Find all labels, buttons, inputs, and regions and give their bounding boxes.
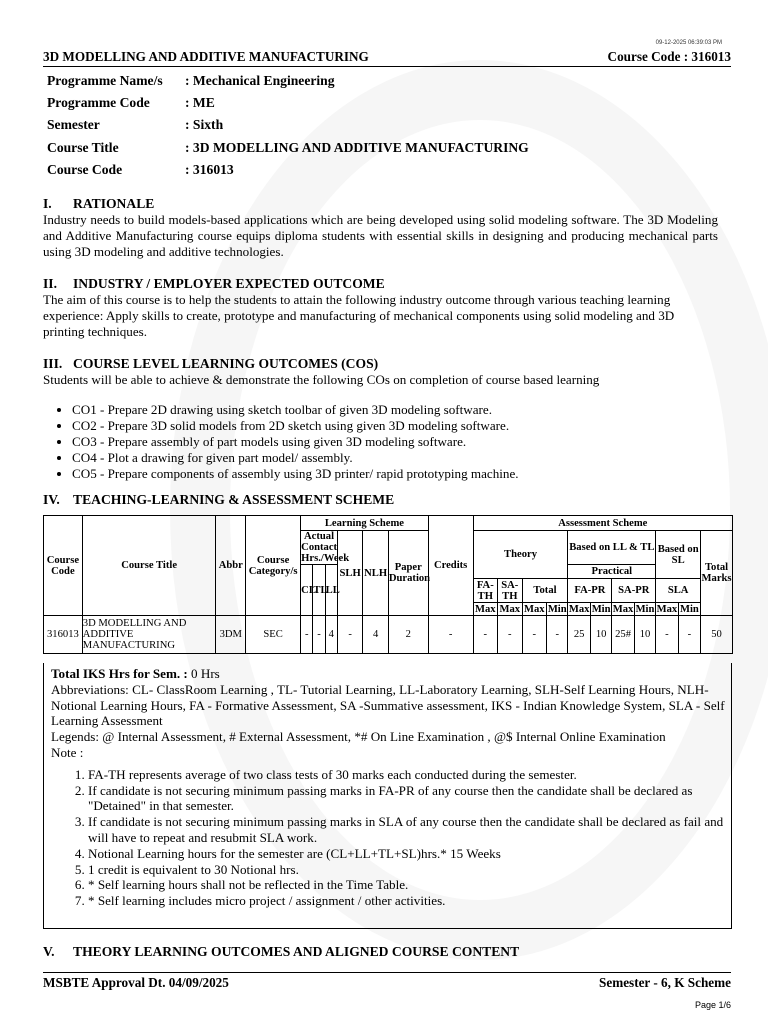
col-max: Max <box>568 603 590 615</box>
section-number: II. <box>43 276 57 291</box>
header-course-title: 3D MODELLING AND ADDITIVE MANUFACTURING <box>43 49 369 64</box>
col-sla: SLA <box>656 579 701 603</box>
list-item: 2. If candidate is not securing minimum passing marks in FA-PR of any course then the candidate shall be declared as "Detained" in that semester. <box>88 783 731 815</box>
scheme-section-heading <box>43 492 718 508</box>
col-practical: Practical <box>568 565 656 579</box>
scheme-notes <box>43 663 732 929</box>
industry-outcome-text: The aim of this course is to help the students to attain the following industry outcome through various teaching learning experience: Apply skills to create, prototype and manufacturing of mechanical components using solid modeling and 3D printing techniques. <box>43 292 675 339</box>
cos-list <box>43 402 718 482</box>
col-cl: CL <box>301 565 313 616</box>
cell-paper-duration: - <box>428 616 473 654</box>
cell-title: 3D MODELLING AND ADDITIVE MANUFACTURING <box>82 616 216 654</box>
cell-fa-pr-max: 25 <box>568 616 590 654</box>
page-footer <box>43 972 731 991</box>
col-tl: TL <box>313 565 325 616</box>
col-total-marks: Total Marks <box>701 531 733 616</box>
course-outcomes-section <box>43 356 718 482</box>
col-slh: SLH <box>337 531 363 616</box>
cell-sa-pr-min: 10 <box>634 616 655 654</box>
list-item: 3. If candidate is not securing minimum passing marks in SLA of any course then the candidate shall be declared as fail and will have to repeat and resubmit SLA work. <box>88 814 731 846</box>
cell-slh: - <box>337 616 363 654</box>
cell-tl: - <box>313 616 325 654</box>
col-max: Max <box>475 603 496 615</box>
col-actual-contact: Actual Contact Hrs./Week <box>301 531 350 564</box>
section-heading <box>43 196 718 212</box>
col-course-title: Course Title <box>82 516 216 616</box>
info-label: Course Code <box>47 161 123 177</box>
info-value: : Sixth <box>185 117 224 133</box>
col-min: Min <box>635 603 655 615</box>
section-title: TEACHING-LEARNING & ASSESSMENT SCHEME <box>73 492 395 507</box>
page-number: Page 1/6 <box>694 1000 731 1010</box>
legends-text: Legends: @ Internal Assessment, # External Assessment, *# On Line Examination , @$ Internal Online Examination <box>51 729 666 745</box>
section-number: IV. <box>43 492 60 507</box>
col-paper-duration: Paper Duration <box>388 531 428 616</box>
section-title: COURSE LEVEL LEARNING OUTCOMES (COS) <box>73 356 379 371</box>
info-label: Course Title <box>47 139 119 155</box>
note-label: Note : <box>51 744 84 760</box>
list-item: 1. FA-TH represents average of two class tests of 30 marks each conducted during the semester. <box>88 767 731 783</box>
list-item: • CO1 - Prepare 2D drawing using sketch toolbar of given 3D modeling software. <box>72 402 718 418</box>
col-min: Min <box>591 603 611 615</box>
rationale-text: Industry needs to build models-based applications which are being developed using solid modeling software. The 3D Modeling and Additive Manufacturing course equips diploma students with essential skills in designing and producing mechanical parts using 3D modeling and additive technologies. <box>43 212 718 259</box>
section-heading <box>43 276 718 292</box>
cell-total-min: - <box>547 616 568 654</box>
section-number: V. <box>43 944 55 959</box>
cell-sa-pr-max: 25# <box>612 616 634 654</box>
assessment-scheme-table <box>43 515 733 654</box>
industry-outcome-section <box>43 276 718 340</box>
col-sa-th: SA-TH <box>498 579 522 603</box>
cell-nlh: 4 <box>363 616 389 654</box>
col-max: Max <box>656 603 678 615</box>
info-value: : 3D MODELLING AND ADDITIVE MANUFACTURING <box>185 139 529 155</box>
col-max: Max <box>523 603 545 615</box>
semester-scheme: Semester - 6, K Scheme <box>599 975 731 990</box>
cell-sla-max: - <box>656 616 678 654</box>
col-total: Total <box>522 579 568 603</box>
col-sa-pr: SA-PR <box>612 579 656 603</box>
col-min: Min <box>679 603 699 615</box>
info-value: : ME <box>185 95 215 111</box>
abbreviations-text: Abbreviations: CL- ClassRoom Learning , TL- Tutorial Learning, LL-Laboratory Learning, SLH-Self Learning Hours, NLH-Notional Learning Hours, FA - Formative Assessment, SA -Summative assessment, IKS - Indian Knowledge System, SLA - Self Learning Assessment <box>51 681 725 729</box>
col-assessment-scheme: Assessment Scheme <box>473 516 732 531</box>
list-item: 7. * Self learning includes micro project / assignment / other activities. <box>88 893 731 909</box>
cell-credits: 2 <box>388 616 428 654</box>
cell-cl: - <box>301 616 313 654</box>
col-max: Max <box>499 603 521 615</box>
col-nlh: NLH <box>363 531 389 616</box>
col-theory: Theory <box>473 531 568 579</box>
list-item: • CO5 - Prepare components of assembly using 3D printer/ rapid prototyping machine. <box>72 466 718 482</box>
table-row <box>44 616 733 654</box>
list-item: 4. Notional Learning hours for the semester are (CL+LL+TL+SL)hrs.* 15 Weeks <box>88 846 731 862</box>
print-timestamp: 09-12-2025 06:39:03 PM <box>655 40 722 46</box>
section-number: I. <box>43 196 52 211</box>
cell-fa-pr-min: 10 <box>590 616 611 654</box>
col-fa-pr: FA-PR <box>568 579 612 603</box>
info-value: : 316013 <box>185 161 234 177</box>
info-row <box>47 159 529 181</box>
cell-fa-th-max: - <box>473 616 497 654</box>
col-credits: Credits <box>428 516 473 616</box>
section-title: THEORY LEARNING OUTCOMES AND ALIGNED COURSE CONTENT <box>73 944 520 959</box>
section-heading <box>43 944 718 960</box>
info-row <box>47 92 529 114</box>
rationale-section <box>43 196 718 260</box>
info-row <box>47 114 529 136</box>
col-based-ll-tl: Based on LL & TL <box>568 531 656 565</box>
col-course-code: Course Code <box>44 516 83 616</box>
iks-value: 0 Hrs <box>191 666 220 681</box>
section-heading <box>43 492 718 508</box>
cell-sa-th-max: - <box>498 616 522 654</box>
approval-date: MSBTE Approval Dt. 04/09/2025 <box>43 975 229 990</box>
cell-sla-min: - <box>678 616 700 654</box>
cell-code: 316013 <box>44 616 83 654</box>
col-min: Min <box>547 603 567 615</box>
cell-category: SEC <box>246 616 301 654</box>
page-header <box>43 49 731 67</box>
section-title: INDUSTRY / EMPLOYER EXPECTED OUTCOME <box>73 276 385 291</box>
col-fa-th: FA-TH <box>473 579 497 603</box>
section-title: RATIONALE <box>73 196 155 211</box>
info-label: Semester <box>47 117 100 133</box>
section-number: III. <box>43 356 63 371</box>
info-label: Programme Code <box>47 95 150 111</box>
table-header-row <box>44 516 733 531</box>
list-item: 5. 1 credit is equivalent to 30 Notional hrs. <box>88 862 731 878</box>
col-ll: LL <box>325 565 337 616</box>
list-item: • CO4 - Plot a drawing for given part model/ assembly. <box>72 450 718 466</box>
cell-total-max: - <box>522 616 546 654</box>
info-value: : Mechanical Engineering <box>185 73 335 89</box>
col-max: Max <box>612 603 634 615</box>
cell-ll: 4 <box>325 616 337 654</box>
col-learning-scheme: Learning Scheme <box>301 516 429 531</box>
cell-abbr: 3DM <box>216 616 246 654</box>
cell-total-marks: 50 <box>701 616 733 654</box>
info-row <box>47 137 529 159</box>
notes-list <box>51 767 731 909</box>
section-heading <box>43 356 718 372</box>
cos-intro: Students will be able to achieve & demonstrate the following COs on completion of course based learning <box>43 372 600 387</box>
info-label: Programme Name/s <box>47 73 163 89</box>
header-course-code: Course Code : 316013 <box>607 49 731 64</box>
col-category: Course Category/s <box>246 516 301 616</box>
iks-hours <box>51 666 731 682</box>
list-item: • CO2 - Prepare 3D solid models from 2D sketch using given 3D modeling software. <box>72 418 718 434</box>
course-info-table <box>47 70 529 181</box>
info-row <box>47 70 529 92</box>
theory-outcomes-heading <box>43 944 718 960</box>
list-item: • CO3 - Prepare assembly of part models using given 3D modeling software. <box>72 434 718 450</box>
iks-label: Total IKS Hrs for Sem. : <box>51 666 188 681</box>
list-item: 6. * Self learning hours shall not be reflected in the Time Table. <box>88 877 731 893</box>
col-based-sl: Based on SL <box>656 531 701 579</box>
col-abbr: Abbr <box>216 516 246 616</box>
